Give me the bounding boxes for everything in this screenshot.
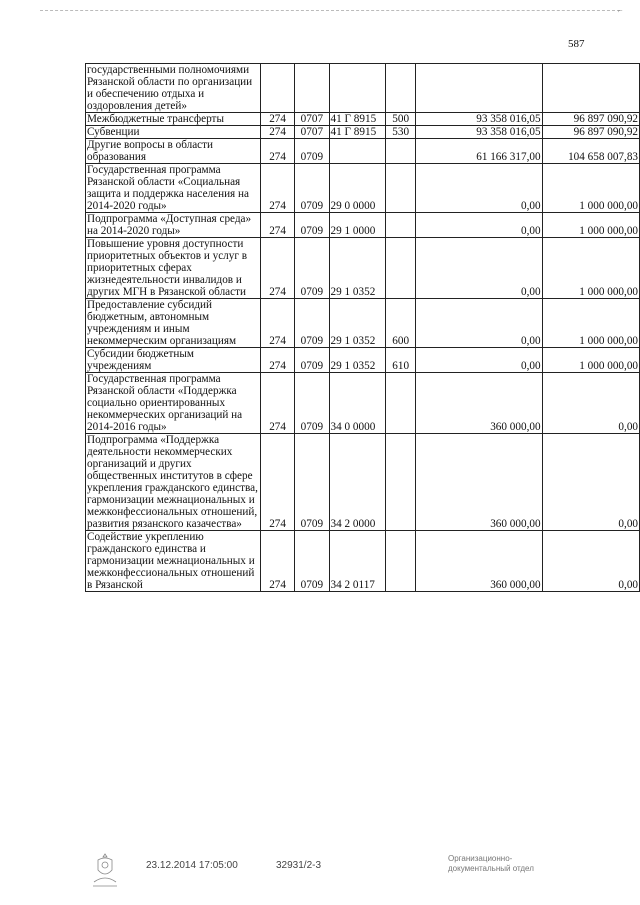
stamp-line-2: документальный отдел [448,864,534,873]
row-amount-2015-cell: 93 358 016,05 [416,113,542,126]
row-department-code-cell: 274 [261,139,295,164]
table-row [86,213,640,238]
department-stamp [448,854,534,874]
coat-of-arms-emblem-icon [90,852,120,888]
row-section-code-cell: 0709 [295,299,329,348]
row-amount-2016-cell: 1 000 000,00 [542,213,639,238]
table-row [86,373,640,434]
row-department-code-cell: 274 [261,213,295,238]
corner-mark: ⌐ [618,6,623,15]
row-amount-2015-cell: 360 000,00 [416,531,542,592]
table-row [86,531,640,592]
row-section-code-cell: 0709 [295,348,329,373]
row-target-article-cell: 29 1 0000 [329,213,385,238]
row-amount-2016-cell: 0,00 [542,373,639,434]
row-department-code-cell [261,64,295,113]
row-section-code-cell: 0709 [295,373,329,434]
table-row [86,139,640,164]
row-target-article-cell: 41 Г 8915 [329,126,385,139]
row-target-article-cell: 29 0 0000 [329,164,385,213]
row-amount-2015-cell: 360 000,00 [416,434,542,531]
row-amount-2016-cell: 1 000 000,00 [542,164,639,213]
row-section-code-cell: 0709 [295,238,329,299]
row-amount-2015-cell: 0,00 [416,299,542,348]
row-amount-2015-cell: 0,00 [416,164,542,213]
row-name-cell: Субвенции [86,126,261,139]
row-target-article-cell: 29 1 0352 [329,348,385,373]
row-amount-2016-cell: 1 000 000,00 [542,348,639,373]
row-target-article-cell: 34 0 0000 [329,373,385,434]
row-expense-type-cell [386,213,416,238]
row-amount-2015-cell: 0,00 [416,348,542,373]
row-amount-2015-cell: 61 166 317,00 [416,139,542,164]
row-target-article-cell: 29 1 0352 [329,238,385,299]
table-row [86,299,640,348]
row-name-cell: Межбюджетные трансферты [86,113,261,126]
row-department-code-cell: 274 [261,238,295,299]
table-row [86,113,640,126]
document-footer [0,852,640,902]
row-amount-2016-cell [542,64,639,113]
row-target-article-cell: 41 Г 8915 [329,113,385,126]
row-target-article-cell: 34 2 0117 [329,531,385,592]
row-expense-type-cell: 500 [386,113,416,126]
row-section-code-cell: 0709 [295,164,329,213]
row-amount-2016-cell: 104 658 007,83 [542,139,639,164]
row-amount-2016-cell: 96 897 090,92 [542,126,639,139]
row-name-cell: Подпрограмма «Доступная среда» на 2014-2020 годы» [86,213,261,238]
row-section-code-cell: 0707 [295,113,329,126]
row-amount-2015-cell: 0,00 [416,238,542,299]
row-target-article-cell: 29 1 0352 [329,299,385,348]
row-amount-2016-cell: 1 000 000,00 [542,299,639,348]
row-target-article-cell [329,64,385,113]
row-amount-2016-cell: 1 000 000,00 [542,238,639,299]
row-department-code-cell: 274 [261,299,295,348]
row-amount-2016-cell: 0,00 [542,531,639,592]
budget-table [85,63,640,592]
row-amount-2015-cell [416,64,542,113]
row-amount-2015-cell: 0,00 [416,213,542,238]
row-name-cell: Субсидии бюджетным учреждениям [86,348,261,373]
row-amount-2015-cell: 93 358 016,05 [416,126,542,139]
row-amount-2016-cell: 96 897 090,92 [542,113,639,126]
row-expense-type-cell: 600 [386,299,416,348]
table-row [86,434,640,531]
row-target-article-cell [329,139,385,164]
row-section-code-cell: 0709 [295,139,329,164]
row-amount-2015-cell: 360 000,00 [416,373,542,434]
table-row [86,348,640,373]
table-row [86,164,640,213]
footer-registration-number: 32931/2-3 [276,860,322,871]
row-name-cell: Содействие укреплению гражданского единства и гармонизации межнациональных и межконфессиональных отношений в Рязанской [86,531,261,592]
row-section-code-cell: 0709 [295,213,329,238]
budget-table-body [86,64,640,592]
row-name-cell: Подпрограмма «Поддержка деятельности некоммерческих организаций и других общественных институтов в сфере укрепления гражданского единства, гармонизации межнациональных и межконфессиональных отношений, развития рязанского казачества» [86,434,261,531]
row-expense-type-cell [386,434,416,531]
page-top-edge-line [40,10,620,12]
row-section-code-cell: 0709 [295,434,329,531]
table-row [86,238,640,299]
row-section-code-cell: 0707 [295,126,329,139]
row-expense-type-cell [386,164,416,213]
row-name-cell: Предоставление субсидий бюджетным, автономным учреждениям и иным некоммерческим организациям [86,299,261,348]
row-expense-type-cell [386,238,416,299]
row-expense-type-cell [386,373,416,434]
row-department-code-cell: 274 [261,531,295,592]
row-expense-type-cell: 610 [386,348,416,373]
row-name-cell: государственными полномочиями Рязанской области по организации и обеспечению отдыха и оздоровления детей» [86,64,261,113]
row-name-cell: Государственная программа Рязанской области «Социальная защита и поддержка населения на 2014-2020 годы» [86,164,261,213]
page-number: 587 [568,38,585,50]
row-department-code-cell: 274 [261,434,295,531]
row-name-cell: Повышение уровня доступности приоритетных объектов и услуг в приоритетных сферах жизнедеятельности инвалидов и других МГН в Рязанской области [86,238,261,299]
stamp-line-1: Организационно- [448,854,513,863]
table-row [86,126,640,139]
row-expense-type-cell [386,139,416,164]
footer-date: 23.12.2014 17:05:00 [146,860,238,871]
table-row [86,64,640,113]
row-amount-2016-cell: 0,00 [542,434,639,531]
row-target-article-cell: 34 2 0000 [329,434,385,531]
row-expense-type-cell [386,531,416,592]
row-name-cell: Государственная программа Рязанской области «Поддержка социально ориентированных некоммерческих организаций на 2014-2016 годы» [86,373,261,434]
row-department-code-cell: 274 [261,164,295,213]
row-department-code-cell: 274 [261,126,295,139]
row-department-code-cell: 274 [261,373,295,434]
row-name-cell: Другие вопросы в области образования [86,139,261,164]
row-section-code-cell [295,64,329,113]
row-expense-type-cell [386,64,416,113]
row-department-code-cell: 274 [261,113,295,126]
row-department-code-cell: 274 [261,348,295,373]
row-section-code-cell: 0709 [295,531,329,592]
row-expense-type-cell: 530 [386,126,416,139]
